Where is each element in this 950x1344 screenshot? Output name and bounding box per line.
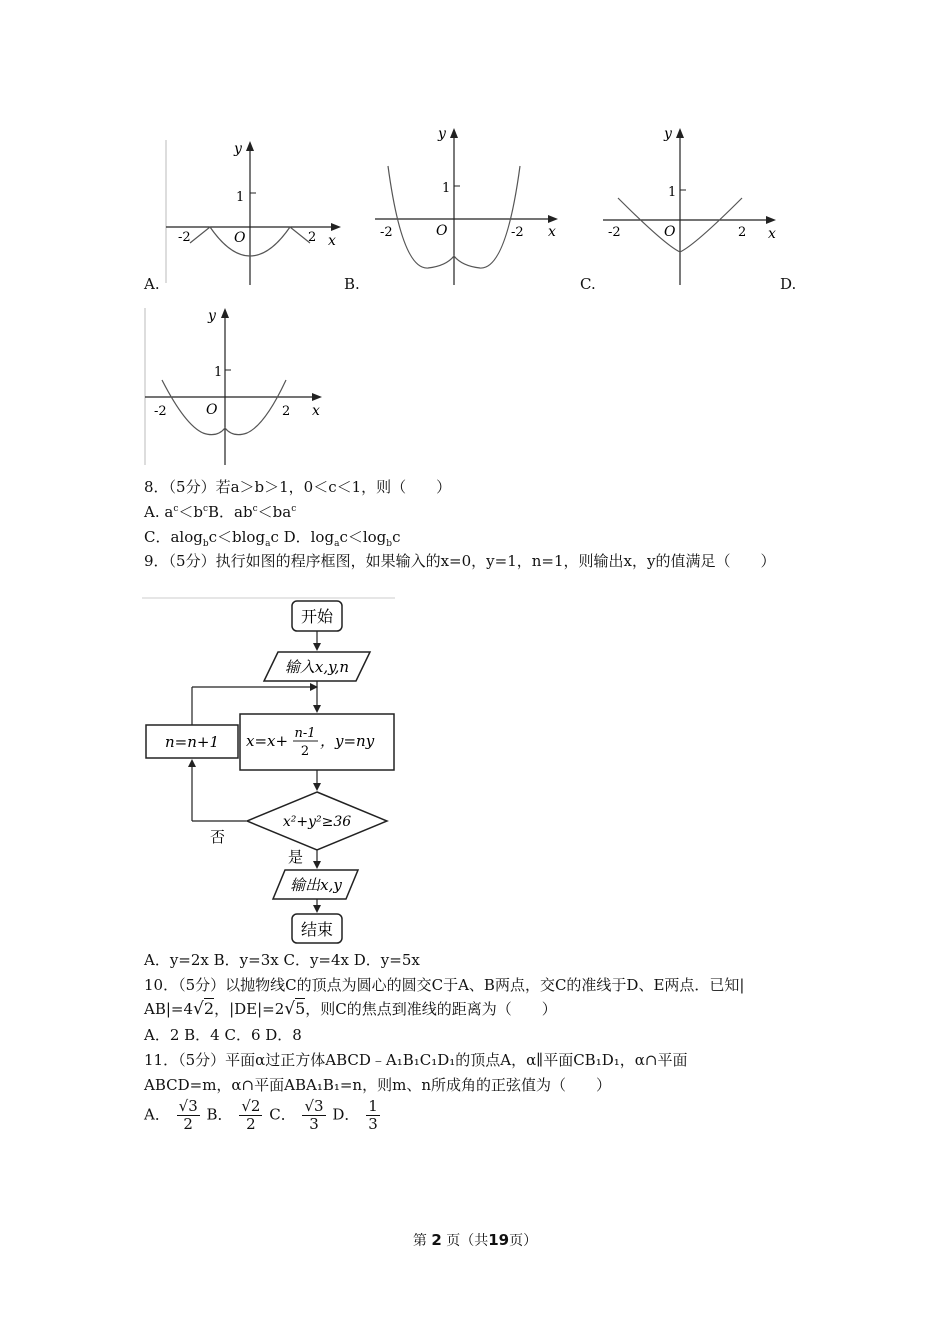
q11-a-num: 3 — [188, 1097, 198, 1115]
q8-a-text: A. a — [144, 503, 174, 521]
q8-d-text3: c — [392, 528, 401, 546]
footer-prefix: 第 — [412, 1233, 427, 1249]
q11-b-den: 2 — [246, 1115, 256, 1133]
q8-options-cd — [144, 526, 400, 549]
graph-b-y: y — [438, 126, 446, 142]
graph-c-o: O — [664, 224, 676, 240]
q8-sup-c1: c — [173, 504, 179, 514]
flow-assign-num: n-1 — [294, 726, 316, 741]
graph-b-o: O — [436, 223, 448, 239]
sqrt-icon: √ — [284, 999, 296, 1019]
q10-stem1: 10．（5分）以抛物线C的顶点为圆心的圆交C于A、B两点，交C的准线于D、E两点．已知| — [144, 976, 745, 994]
q11-opt-d: D． — [332, 1105, 360, 1124]
graph-a-y: y — [234, 141, 242, 157]
q9-options: A．y=2x B．y=3x C．y=4x D．y=5x — [144, 951, 420, 969]
graph-c — [600, 120, 790, 290]
graph-a-one: 1 — [236, 190, 245, 205]
q11-d-num: 1 — [368, 1097, 378, 1115]
q10-de-text: ，|DE|=2 — [214, 1000, 285, 1018]
q11-opt-b: B． — [206, 1105, 233, 1124]
graph-b-one: 1 — [442, 181, 451, 196]
q11-options — [144, 1098, 382, 1133]
q11-a-den: 2 — [183, 1115, 193, 1133]
q10-question: ，则C的焦点到准线的距离为（ ） — [305, 1000, 557, 1018]
q10-ab-text: AB|=4 — [144, 1000, 194, 1018]
q10-root2: 2 — [203, 999, 215, 1018]
page-footer — [0, 1230, 950, 1250]
footer-page-number: 2 — [431, 1231, 442, 1249]
flow-start-text: 开始 — [300, 607, 334, 626]
graph-c-2: 2 — [738, 225, 747, 240]
graph-label-d: D. — [780, 275, 797, 293]
q8-c-text2: c＜blog — [208, 528, 266, 546]
flow-assign-y: ，y=ny — [320, 732, 375, 750]
q10-stem2 — [144, 998, 557, 1019]
flow-end-text: 结束 — [300, 920, 334, 939]
q11-stem1: 11．（5分）平面α过正方体ABCD﹣A₁B₁C₁D₁的顶点A，α∥平面CB₁D₁，α∩平面 — [144, 1051, 688, 1069]
q8-b-text: B．ab — [208, 503, 253, 521]
graph-c-one: 1 — [668, 185, 677, 200]
q8-a-text2: ＜b — [178, 503, 203, 521]
graph-c-neg2: -2 — [608, 225, 621, 240]
flow-assign-x: x=x+ — [246, 732, 289, 750]
flow-input-text: 输入x,y,n — [284, 658, 350, 676]
graph-d-neg2: -2 — [154, 404, 167, 419]
q11-frac-b — [239, 1098, 262, 1133]
q8-options-ab — [144, 501, 296, 522]
graph-a-o: O — [234, 230, 246, 246]
graph-a-neg2: -2 — [178, 230, 191, 245]
footer-mid: 页（共 — [446, 1233, 489, 1249]
graph-label-a: A. — [144, 275, 160, 293]
q8-d-text: c D．log — [270, 528, 335, 546]
q11-opt-a: A． — [144, 1105, 170, 1124]
graph-b-neg2-right: -2 — [511, 225, 524, 240]
flow-no-label: 否 — [210, 828, 226, 846]
q11-d-den: 3 — [368, 1115, 378, 1133]
flow-cond-text: x²+y²≥36 — [282, 814, 352, 830]
q11-c-den: 3 — [309, 1115, 319, 1133]
sqrt-icon: √ — [193, 999, 204, 1019]
graph-a-2: 2 — [308, 230, 317, 245]
q8-stem: 8．（5分）若a＞b＞1，0＜c＜1，则（ ） — [144, 478, 452, 496]
graph-a-x: x — [328, 233, 336, 249]
graph-label-c: C. — [580, 275, 596, 293]
q11-frac-a — [177, 1098, 200, 1133]
graph-d-one: 1 — [214, 365, 223, 380]
q8-sub-b1: b — [202, 539, 209, 549]
q11-opt-c: C． — [269, 1105, 296, 1124]
graph-c-x: x — [768, 226, 776, 242]
q8-sup-c3: c — [252, 504, 258, 514]
q8-d-text2: c＜log — [339, 528, 387, 546]
footer-total-pages: 19 — [488, 1231, 510, 1249]
q10-options: A．2 B．4 C．6 D．8 — [144, 1026, 302, 1044]
q8-sup-c4: c — [291, 504, 297, 514]
q8-sup-c2: c — [202, 504, 209, 514]
sqrt-icon: √ — [241, 1097, 251, 1115]
q8-b-text2: ＜ba — [257, 503, 292, 521]
graph-a — [160, 135, 350, 285]
graph-b — [370, 120, 570, 290]
q11-frac-c — [302, 1098, 325, 1133]
flow-assign-den: 2 — [300, 744, 310, 759]
graph-c-y: y — [664, 126, 672, 142]
q8-sub-a2: a — [334, 539, 340, 549]
sqrt-icon: √ — [304, 1097, 315, 1115]
flow-output-text: 输出x,y — [290, 876, 342, 894]
graph-d-x: x — [312, 403, 320, 419]
graph-b-neg2-left: -2 — [380, 225, 393, 240]
footer-suffix: 页） — [509, 1233, 538, 1249]
graph-label-b: B. — [344, 275, 360, 293]
graph-b-x: x — [548, 224, 556, 240]
graph-d — [140, 300, 340, 470]
q11-b-num: 2 — [250, 1097, 261, 1115]
q11-c-num: 3 — [314, 1097, 324, 1115]
q8-sub-b2: b — [386, 539, 393, 549]
flow-update-text: n=n+1 — [164, 733, 220, 751]
sqrt-icon: √ — [178, 1097, 189, 1115]
q8-c-text: C．alog — [144, 528, 203, 546]
graph-d-2: 2 — [282, 404, 291, 419]
flowchart — [140, 595, 400, 950]
graph-d-o: O — [206, 402, 218, 418]
q10-root5: 5 — [295, 999, 306, 1018]
q11-stem2: ABCD=m，α∩平面ABA₁B₁=n，则m、n所成角的正弦值为（ ） — [144, 1076, 611, 1094]
graph-d-y: y — [208, 308, 216, 324]
q8-sub-a1: a — [265, 539, 271, 549]
q11-frac-d — [366, 1098, 380, 1133]
q9-stem: 9．（5分）执行如图的程序框图，如果输入的x=0，y=1，n=1，则输出x，y的值满足（ ） — [144, 552, 776, 570]
flow-yes-label: 是 — [288, 848, 304, 866]
